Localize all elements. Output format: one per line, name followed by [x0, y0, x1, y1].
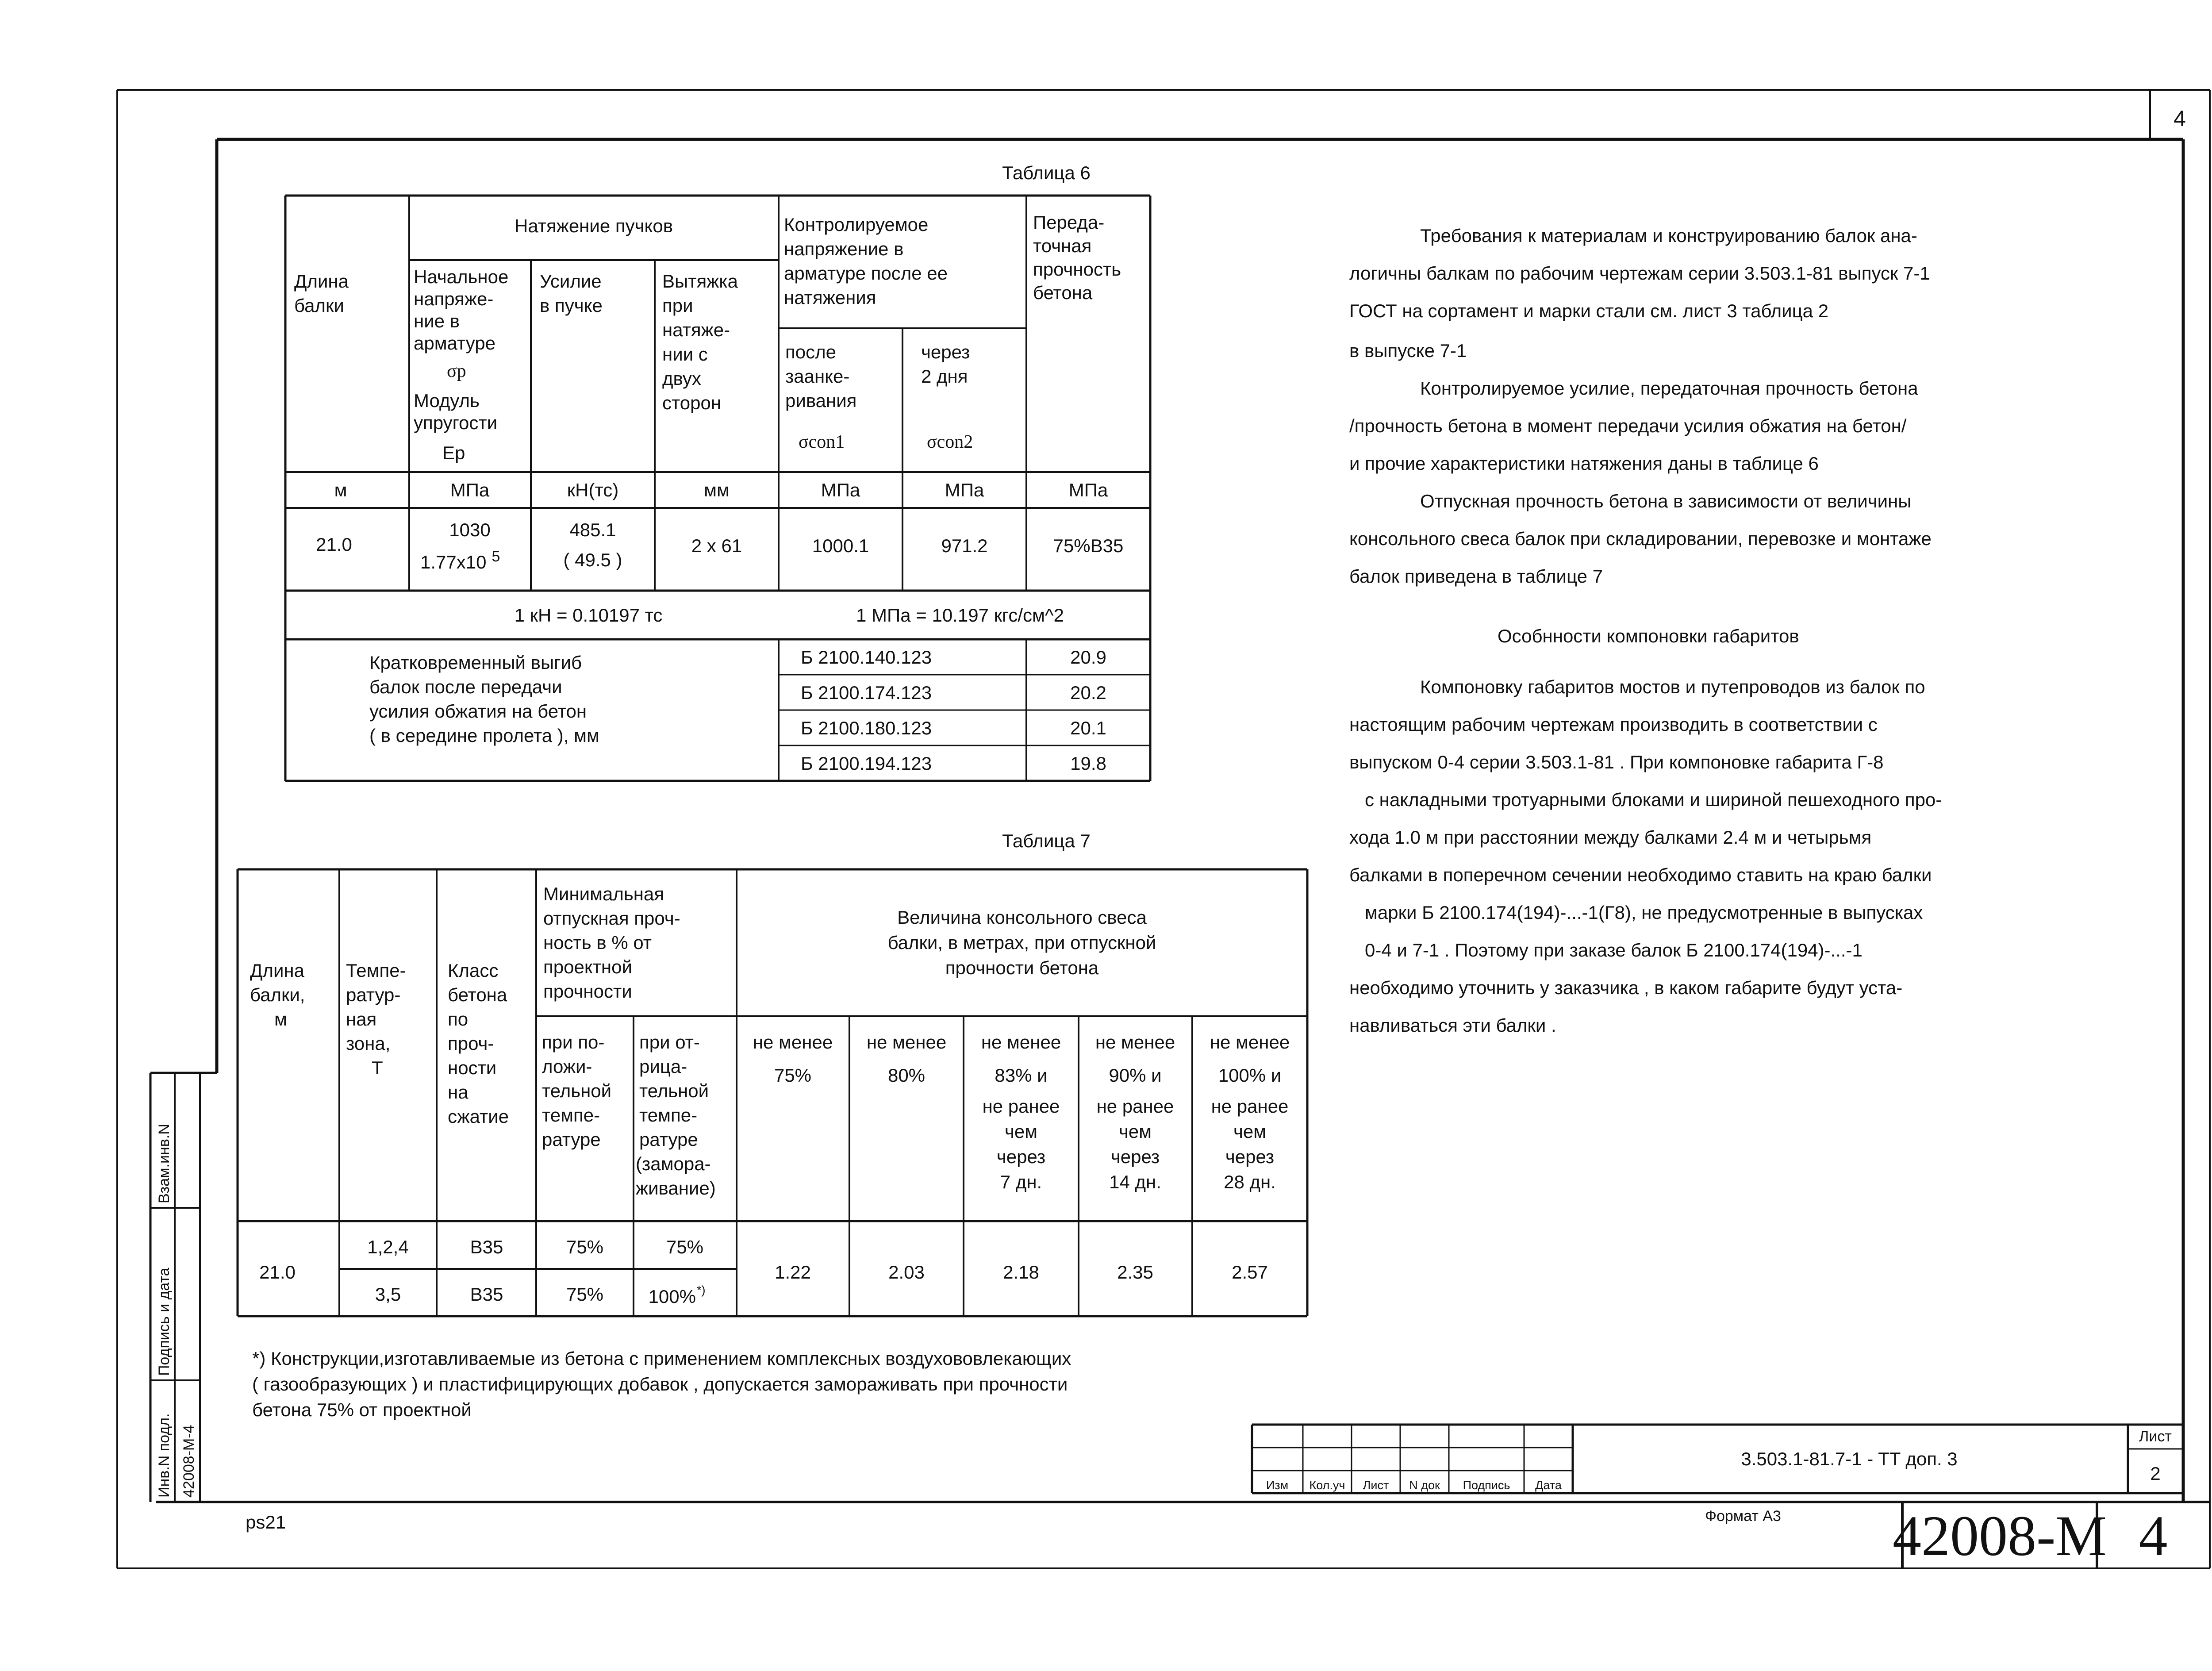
t6-deflection-mark: Б 2100.180.123: [801, 718, 932, 738]
note-line: консольного свеса балок при складировании, перевозке и монтаже: [1349, 528, 1932, 549]
t7-head-pos-4: темпе-: [542, 1105, 600, 1126]
t6-value-modulus-base: 1.77x10: [420, 552, 487, 572]
t7-col-header: 7 дн.: [1000, 1172, 1042, 1192]
t7-pos: 75%: [566, 1284, 604, 1305]
t7-head-pos-2: ложи-: [542, 1056, 592, 1077]
note-line: логичны балкам по рабочим чертежам серии 3.503.1-81 выпуск 7-1: [1349, 263, 1930, 284]
t7-zone: 1,2,4: [367, 1237, 409, 1257]
t6-value-modulus: [420, 548, 500, 572]
t7-head-overhang-1: Величина консольного свеса: [897, 907, 1147, 928]
note-line: навливаться эти балки .: [1349, 1015, 1556, 1036]
table-7-caption: Таблица 7: [1002, 830, 1091, 851]
t6-symbol-sigma-p: σp: [447, 361, 466, 381]
t6-conversion-kn: 1 кН = 0.10197 тс: [514, 605, 663, 626]
t6-deflection-mark: Б 2100.194.123: [801, 753, 932, 774]
note-line: выпуском 0-4 серии 3.503.1-81 . При компоновке габарита Г-8: [1349, 752, 1884, 772]
t7-col-header: не менее: [1210, 1032, 1290, 1053]
t6-head-transfer-1: Переда-: [1033, 212, 1105, 233]
t7-pos: 75%: [566, 1237, 604, 1257]
t7-neg-mark: *): [696, 1283, 706, 1297]
t6-unit-stress: МПа: [450, 480, 490, 500]
note-line: 0-4 и 7-1 . Поэтому при заказе балок Б 2100.174(194)-...-1: [1365, 940, 1863, 960]
footnote: [252, 1348, 1071, 1420]
note-line: балками в поперечном сечении необходимо ставить на краю балки: [1349, 864, 1932, 885]
t6-deflection-mark: Б 2100.174.123: [801, 682, 932, 703]
t7-neg-value: 100%: [648, 1286, 696, 1307]
table-6: [285, 162, 1150, 781]
t7-neg: 75%: [666, 1237, 704, 1257]
t7-col-header: чем: [1004, 1121, 1038, 1142]
t7-col-header: 14 дн.: [1109, 1172, 1161, 1192]
t6-head-stretch-2: при: [662, 295, 693, 316]
note-subheading: Особнности компоновки габаритов: [1498, 626, 1799, 646]
t7-head-class-5: ности: [448, 1057, 497, 1078]
t6-deflection-label-3: усилия обжатия на бетон: [369, 701, 587, 722]
t7-head-neg-4: темпе-: [639, 1105, 698, 1126]
t7-col-header: не менее: [1095, 1032, 1175, 1053]
note-line: балок приведена в таблице 7: [1349, 566, 1603, 587]
t7-col-header: не менее: [981, 1032, 1061, 1053]
stamp-col-header: Изм: [1266, 1479, 1289, 1492]
t6-head-2days-2: 2 дня: [921, 366, 968, 387]
stamp-col-header: Подпись: [1463, 1479, 1510, 1492]
t7-head-neg-7: живание): [636, 1178, 716, 1199]
t6-head-modulus-2: упругости: [414, 412, 498, 433]
side-stamp: [150, 1073, 217, 1502]
t6-unit-con1: МПа: [821, 480, 860, 500]
stamp-col-header: Кол.уч: [1309, 1479, 1345, 1492]
title-block: [1252, 1425, 2183, 1568]
t7-value-length: 21.0: [259, 1262, 296, 1283]
t6-conversion-mpa: 1 МПа = 10.197 кгс/см^2: [856, 605, 1064, 626]
t7-col-header: 100% и: [1218, 1065, 1282, 1086]
t6-deflection-label-2: балок после передачи: [369, 676, 562, 697]
t6-head-2days-1: через: [921, 342, 970, 362]
t7-class: B35: [470, 1237, 503, 1257]
t7-head-pos-5: ратуре: [542, 1129, 601, 1150]
t7-col-header: чем: [1233, 1121, 1267, 1142]
t6-value-transfer: 75%B35: [1053, 535, 1124, 556]
stamp-designation: 3.503.1-81.7-1 - TT доп. 3: [1741, 1448, 1958, 1469]
t6-deflection-value: 20.9: [1070, 647, 1106, 668]
stamp-number: 42008-M: [1893, 1504, 2107, 1568]
t6-value-force-kn: 485.1: [569, 519, 616, 540]
note-line: Компоновку габаритов мостов и путепроводов из балок по: [1420, 676, 1925, 697]
t7-head-temp-2: ратур-: [346, 984, 401, 1005]
t6-head-initial-3: ние в: [414, 311, 460, 331]
t7-head-neg-5: ратуре: [639, 1129, 698, 1150]
t7-overhang-value: 2.03: [888, 1262, 925, 1283]
t7-head-temp-3: ная: [346, 1009, 377, 1029]
note-line: и прочие характеристики натяжения даны в таблице 6: [1349, 453, 1819, 474]
t7-col-header: чем: [1118, 1121, 1152, 1142]
t7-head-neg-6: (замора-: [636, 1153, 711, 1174]
stamp-sheet-value: 2: [2150, 1463, 2161, 1484]
t6-head-after-1: после: [785, 342, 836, 362]
t7-overhang-value: 1.22: [775, 1262, 811, 1283]
t7-head-temp-4: зона,: [346, 1033, 391, 1054]
t7-head-class-3: по: [448, 1009, 469, 1029]
t6-deflection-mark: Б 2100.140.123: [801, 647, 932, 668]
side-stamp-inv-label: Инв.N подл.: [156, 1413, 173, 1498]
t7-col-header: не ранее: [1211, 1096, 1289, 1117]
t6-value-modulus-exp: 5: [492, 548, 500, 565]
stamp-page: 4: [2139, 1504, 2168, 1568]
stamp-col-header: Дата: [1535, 1479, 1562, 1492]
t7-head-neg-3: тельной: [639, 1080, 709, 1101]
t7-head-pos-3: тельной: [542, 1080, 612, 1101]
t7-head-class-7: сжатие: [448, 1106, 509, 1127]
t6-head-initial-4: арматуре: [414, 333, 495, 353]
t7-zone: 3,5: [375, 1284, 401, 1305]
t7-head-temp-5: Т: [372, 1057, 383, 1078]
t6-value-con2: 971.2: [941, 535, 988, 556]
t7-head-length-2: балки,: [250, 984, 305, 1005]
t6-head-force-1: Усилие: [540, 271, 602, 292]
t6-head-initial-1: Начальное: [414, 266, 509, 287]
t7-head-min-1: Минимальная: [543, 884, 664, 904]
t7-head-neg-1: при от-: [639, 1032, 700, 1053]
t6-unit-stretch: мм: [704, 480, 730, 500]
t7-col-header: не ранее: [1096, 1096, 1174, 1117]
t7-head-overhang-2: балки, в метрах, при отпускной: [887, 932, 1156, 953]
corner-sheet-number: 4: [2174, 106, 2186, 131]
t6-head-transfer-3: прочность: [1033, 259, 1121, 280]
t7-col-header: через: [996, 1146, 1046, 1167]
t7-head-neg-2: рица-: [639, 1056, 687, 1077]
t6-head-control-1: Контролируемое: [784, 214, 929, 235]
t6-head-stretch-3: натяже-: [662, 319, 730, 340]
t6-value-stretch: 2 x 61: [691, 535, 742, 556]
stamp-sheet-label: Лист: [2139, 1428, 2172, 1445]
t6-head-modulus-1: Модуль: [414, 390, 480, 411]
t7-col-header: 28 дн.: [1224, 1172, 1276, 1192]
t6-deflection-value: 19.8: [1070, 753, 1106, 774]
t7-head-min-5: прочности: [543, 981, 632, 1002]
t6-deflection-value: 20.2: [1070, 682, 1106, 703]
t6-head-tension: Натяжение пучков: [514, 215, 673, 236]
t7-overhang-value: 2.18: [1003, 1262, 1039, 1283]
t6-head-length-1: Длина: [294, 271, 349, 292]
t7-head-class-1: Класс: [448, 960, 499, 981]
t6-head-initial-2: напряже-: [414, 288, 494, 309]
note-line: хода 1.0 м при расстоянии между балками 2.4 м и четырьмя: [1349, 827, 1872, 848]
t6-head-after-2: заанке-: [785, 366, 850, 387]
t6-head-after-3: ривания: [785, 390, 857, 411]
t7-overhang-value: 2.57: [1232, 1262, 1268, 1283]
t6-value-stress: 1030: [449, 519, 491, 540]
side-stamp-inv-number: 42008-M-4: [180, 1425, 197, 1498]
t7-head-min-3: ность в % от: [543, 932, 652, 953]
ps-label: ps21: [246, 1512, 286, 1533]
t6-head-stretch-1: Вытяжка: [662, 271, 738, 292]
t6-head-control-4: натяжения: [784, 287, 876, 308]
t7-col-header: через: [1110, 1146, 1160, 1167]
t6-head-transfer-4: бетона: [1033, 282, 1093, 303]
t7-overhang-value: 2.35: [1117, 1262, 1153, 1283]
note-line: настоящим рабочим чертежам производить в соответствии с: [1349, 714, 1878, 735]
t7-neg: [649, 1283, 706, 1307]
t7-head-length-1: Длина: [250, 960, 304, 981]
t7-col-header: не менее: [753, 1032, 833, 1053]
footnote-line: *) Конструкции,изготавливаемые из бетона с применением комплексных воздухововлекающих: [252, 1348, 1071, 1369]
table-6-caption: Таблица 6: [1002, 162, 1091, 183]
t6-head-stretch-5: двух: [662, 368, 701, 389]
t7-head-min-2: отпускная проч-: [543, 908, 680, 929]
t7-col-header: через: [1225, 1146, 1275, 1167]
t6-head-transfer-2: точная: [1033, 235, 1092, 256]
t6-value-length: 21.0: [316, 534, 352, 555]
t6-symbol-con1: σcon1: [799, 432, 845, 452]
t6-unit-transfer: МПа: [1068, 480, 1108, 500]
note-line: ГОСТ на сортамент и марки стали см. лист 3 таблица 2: [1349, 300, 1829, 321]
t7-head-class-6: на: [448, 1082, 469, 1102]
t6-head-stretch-6: сторон: [662, 392, 722, 413]
t6-deflection-value: 20.1: [1070, 718, 1106, 738]
t7-col-header: 83% и: [995, 1065, 1048, 1086]
note-line: марки Б 2100.174(194)-...-1(Г8), не предусмотренные в выпусках: [1365, 902, 1923, 923]
footnote-line: бетона 75% от проектной: [252, 1399, 472, 1420]
t7-col-header: 90% и: [1109, 1065, 1162, 1086]
t7-col-header: не менее: [866, 1032, 947, 1053]
note-line: Отпускная прочность бетона в зависимости от величины: [1420, 491, 1912, 511]
t6-head-stretch-4: нии с: [662, 344, 708, 365]
t6-unit-length: м: [334, 480, 347, 500]
t7-head-pos-1: при по-: [542, 1032, 605, 1053]
t6-head-length-2: балки: [294, 295, 344, 316]
t6-deflection-label-1: Кратковременный выгиб: [369, 652, 582, 673]
t7-col-header: 80%: [887, 1065, 926, 1086]
t6-unit-con2: МПа: [945, 480, 984, 500]
t7-head-class-2: бетона: [448, 984, 507, 1005]
note-line: Контролируемое усилие, передаточная прочность бетона: [1420, 378, 1918, 399]
t6-head-control-2: напряжение в: [784, 238, 904, 259]
t6-value-force-tc: ( 49.5 ): [563, 549, 622, 570]
t7-head-class-4: проч-: [448, 1033, 494, 1054]
stamp-col-header: N док: [1409, 1479, 1440, 1492]
footnote-line: ( газообразующих ) и пластифицирующих добавок , допускается замораживать при прочности: [252, 1374, 1068, 1394]
t7-col-header: 75%: [774, 1065, 812, 1086]
t6-head-force-2: в пучке: [540, 295, 603, 316]
t7-head-min-4: проектной: [543, 957, 632, 977]
note-line: Требования к материалам и конструированию балок ана-: [1420, 225, 1917, 246]
table-7: [238, 830, 1307, 1316]
t6-head-control-3: арматуре после ее: [784, 263, 948, 284]
t6-symbol-ep: Ep: [442, 442, 465, 463]
t7-head-length-3: м: [274, 1009, 287, 1029]
t6-deflection-label-4: ( в середине пролета ), мм: [369, 725, 599, 746]
side-stamp-signature-label: Подпись и дата: [156, 1268, 173, 1376]
t6-value-con1: 1000.1: [812, 535, 869, 556]
note-line: с накладными тротуарными блоками и шириной пешеходного про-: [1365, 789, 1942, 810]
note-line: необходимо уточнить у заказчика , в каком габарите будут уста-: [1349, 977, 1903, 998]
t7-class: B35: [470, 1284, 503, 1305]
t7-col-header: не ранее: [982, 1096, 1060, 1117]
t7-head-overhang-3: прочности бетона: [945, 957, 1099, 978]
stamp-col-header: Лист: [1363, 1479, 1389, 1492]
t6-symbol-con2: σcon2: [927, 432, 973, 452]
notes-text: [1349, 225, 1942, 1036]
note-line: /прочность бетона в момент передачи усилия обжатия на бетон/: [1349, 415, 1907, 436]
stamp-format: Формат А3: [1705, 1508, 1781, 1525]
side-stamp-replace-label: Взам.инв.N: [156, 1124, 173, 1203]
t7-head-temp-1: Темпе-: [346, 960, 406, 981]
note-line: в выпуске 7-1: [1349, 340, 1467, 361]
t6-unit-force: кН(тс): [567, 480, 619, 500]
